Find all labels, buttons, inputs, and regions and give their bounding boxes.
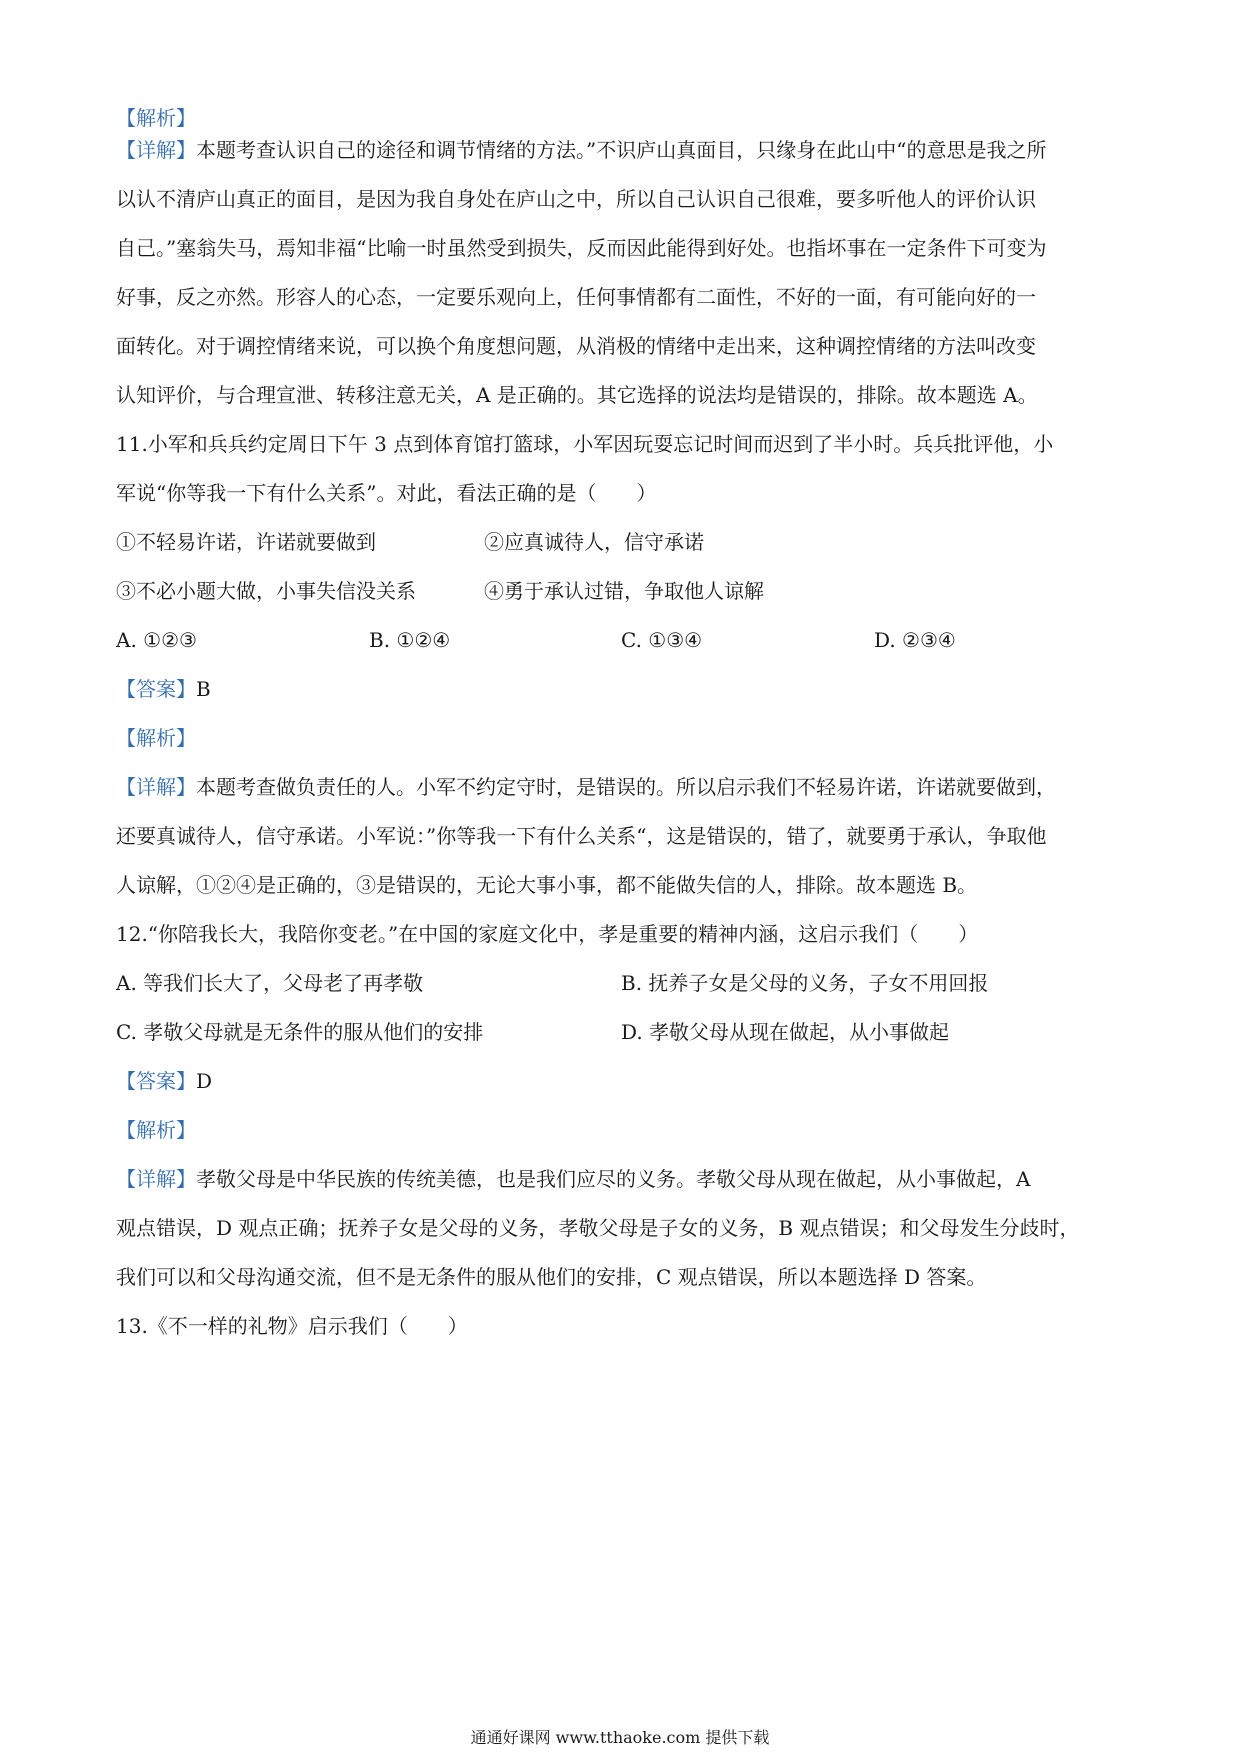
option-d: D. 孝敬父母从现在做起，从小事做起 [621,1020,950,1044]
answer-tag: 【答案】 [116,1069,196,1093]
question-11-stem: 11.小军和兵兵约定周日下午 3 点到体育馆打篮球，小军因玩耍忘记时间而迟到了半小时。兵兵批评他，小 [116,432,1054,456]
answer-line [116,674,1126,704]
detail-line: 以认不清庐山真正的面目，是因为我自身处在庐山之中，所以自己认识自己很难，要多听他人的评价认识 [116,187,1036,211]
statement-3: ③不必小题大做，小事失信没关系 [116,579,416,603]
statement-4: ④勇于承认过错，争取他人谅解 [484,579,764,603]
question-11-stem: 军说“你等我一下有什么关系”。对此，看法正确的是（ ） [116,481,657,505]
answer-value: D [196,1069,213,1093]
answer-line [116,1066,1126,1096]
option-d: D. ②③④ [874,628,956,652]
option-b: B. 抚养子女是父母的义务，子女不用回报 [621,971,989,995]
detail-line: 面转化。对于调控情绪来说，可以换个角度想问题，从消极的情绪中走出来，这种调控情绪的方法叫改变 [116,334,1036,358]
option-a: A. ①②③ [116,628,197,652]
detail-line: 人谅解，①②④是正确的，③是错误的，无论大事小事，都不能做失信的人，排除。故本题选 B。 [116,873,978,897]
detail-line [116,772,1126,802]
analysis-heading [116,1115,1126,1145]
analysis-tag: 【解析】 [116,106,196,130]
option-b: B. ①②④ [369,628,451,652]
detail-line: 自己。”塞翁失马，焉知非福“比喻一时虽然受到损失，反而因此能得到好处。也指坏事在一定条件下可变为 [116,236,1047,260]
analysis-heading [116,723,1126,753]
detail-line [116,135,1126,165]
detail-tag: 【详解】 [116,775,196,799]
detail-tag: 【详解】 [116,138,196,162]
analysis-tag: 【解析】 [116,726,196,750]
statement-2: ②应真诚待人，信守承诺 [484,530,704,554]
option-c: C. 孝敬父母就是无条件的服从他们的安排 [116,1020,484,1044]
detail-line [116,1164,1126,1194]
statement-1: ①不轻易许诺，许诺就要做到 [116,530,376,554]
detail-text: 本题考查认识自己的途径和调节情绪的方法。”不识庐山真面目，只缘身在此山中“的意思是我之所 [196,138,1047,162]
question-13-stem: 13.《不一样的礼物》启示我们（ ） [116,1314,468,1338]
detail-line: 好事，反之亦然。形容人的心态，一定要乐观向上，任何事情都有二面性，不好的一面，有可能向好的一 [116,285,1036,309]
page-footer: 通通好课网 www.tthaoke.com 提供下载 [470,1728,770,1747]
option-a: A. 等我们长大了，父母老了再孝敬 [116,971,424,995]
detail-line: 认知评价，与合理宣泄、转移注意无关，A 是正确的。其它选择的说法均是错误的，排除。故本题选 A。 [116,383,1038,407]
detail-text: 孝敬父母是中华民族的传统美德，也是我们应尽的义务。孝敬父母从现在做起，从小事做起，A [196,1167,1031,1191]
detail-line: 我们可以和父母沟通交流，但不是无条件的服从他们的安排，C 观点错误，所以本题选择 D 答案。 [116,1265,987,1289]
question-12-stem: 12.“你陪我长大，我陪你变老。”在中国的家庭文化中，孝是重要的精神内涵，这启示我们（ ） [116,922,979,946]
detail-line: 观点错误，D 观点正确；抚养子女是父母的义务，孝敬父母是子女的义务，B 观点错误；和父母发生分歧时， [116,1216,1080,1240]
detail-tag: 【详解】 [116,1167,196,1191]
analysis-tag: 【解析】 [116,1118,196,1142]
option-c: C. ①③④ [621,628,703,652]
detail-text: 本题考查做负责任的人。小军不约定守时，是错误的。所以启示我们不轻易许诺，许诺就要做到， [196,775,1056,799]
answer-tag: 【答案】 [116,677,196,701]
analysis-heading [116,103,1126,133]
answer-value: B [196,677,211,701]
detail-line: 还要真诚待人，信守承诺。小军说：”你等我一下有什么关系“，这是错误的，错了，就要勇于承认，争取他 [116,824,1047,848]
